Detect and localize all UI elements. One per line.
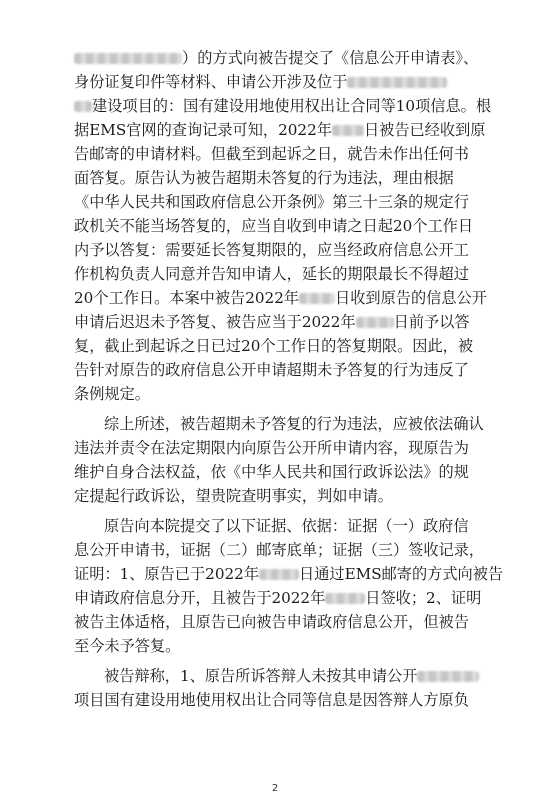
text-line [74,288,487,308]
text-line [104,516,469,536]
text-span: 维护自身合法权益，依《中华人民共和国行政诉讼法》的规 [74,463,469,481]
text-line [74,336,473,356]
text-line [74,72,447,92]
redacted-text [356,317,394,328]
text-line [74,384,150,404]
text-span: 告针对原告的政府信息公开申请超期未予答复的行为违反了 [74,361,469,379]
text-line [74,312,470,332]
text-line [104,666,479,686]
text-span: 日通过EMS邮寄的方式向被告 [299,565,504,583]
redacted-text [259,569,299,580]
text-line [74,240,469,260]
text-line [74,486,393,506]
text-span: 告邮寄的申请材料。但截至到起诉之日，就告未作出任何书 [74,145,469,163]
text-span: 作机构负责人同意并告知申请人，延长的期限最长不得超过 [74,265,469,283]
text-line [74,96,491,116]
text-line [74,540,484,560]
redacted-text [74,101,92,112]
redacted-text [332,125,364,136]
text-span: 被告辩称，1、原告所诉答辩人未按其申请公开 [104,667,418,685]
redacted-text [417,671,479,682]
text-span: 条例规定。 [74,385,150,403]
text-span: 原告向本院提交了以下证据、依据：证据（一）政府信 [104,517,469,535]
text-span: 身份证复印件等材料、申请公开涉及位于 [74,73,348,91]
text-span: 日前予以答 [393,313,470,331]
text-line [74,168,454,188]
text-line [74,636,180,656]
text-span: 《中华人民共和国政府信息公开条例》第三十三条的规定行 [74,193,469,211]
text-span: 申请政府信息分开，且被告于2022年 [74,589,326,607]
text-line [74,690,469,710]
page-number: 2 [271,783,279,794]
redacted-text [74,53,182,64]
text-line [74,438,469,458]
text-line [74,360,469,380]
text-line [74,216,473,236]
text-line [74,120,485,140]
text-span: 日被告已经收到原 [363,121,486,139]
text-line [74,264,469,284]
text-span: 申请后迟迟未予答复、被告应当于2022年 [74,313,356,331]
text-span: 至今未予答复。 [74,637,181,655]
text-span: 日收到原告的信息公开 [335,289,487,307]
text-line [74,564,503,584]
redacted-text [325,593,365,604]
text-line [74,192,469,212]
text-line [74,144,469,164]
redacted-text [299,293,335,304]
text-span: 20个工作日。本案中被告2022年 [74,289,300,307]
text-span: 政机关不能当场答复的，应当自收到申请之日起20个工作日 [74,217,474,235]
text-span: 被告主体适格，且原告已向被告申请政府信息公开，但被告 [74,613,469,631]
text-line [74,588,481,608]
text-span: 定提起行政诉讼，望贵院查明事实，判如申请。 [74,487,393,505]
text-span: ）的方式向被告提交了《信息公开申请表》、 [182,49,479,67]
text-span: 违法并责令在法定期限内向原告公开所申请内容，现原告为 [74,439,469,457]
text-span: 面答复。原告认为被告超期未答复的行为违法，理由根据 [74,169,454,187]
text-line [74,462,469,482]
redacted-text [347,77,447,88]
text-span: 日签收；2、证明 [365,589,482,607]
text-span: 复，截止到起诉之日已过20个工作日的答复期限。因此，被 [74,337,474,355]
text-line [74,48,478,68]
text-line [74,612,469,632]
text-line [104,414,484,434]
text-span: 综上所述，被告超期未予答复的行为违法，应被依法确认 [104,415,484,433]
text-span: 据EMS官网的查询记录可知，2022年 [74,121,332,139]
text-span: 内予以答复：需要延长答复期限的，应当经政府信息公开工 [74,241,469,259]
text-span: 建设项目的：国有建设用地使用权出让合同等10项信息。根 [92,97,492,115]
text-span: 项目国有建设用地使用权出让合同等信息是因答辩人方原负 [74,691,469,709]
text-span: 息公开申请书，证据（二）邮寄底单；证据（三）签收记录， [74,541,485,559]
text-span: 证明：1、原告已于2022年 [74,565,260,583]
